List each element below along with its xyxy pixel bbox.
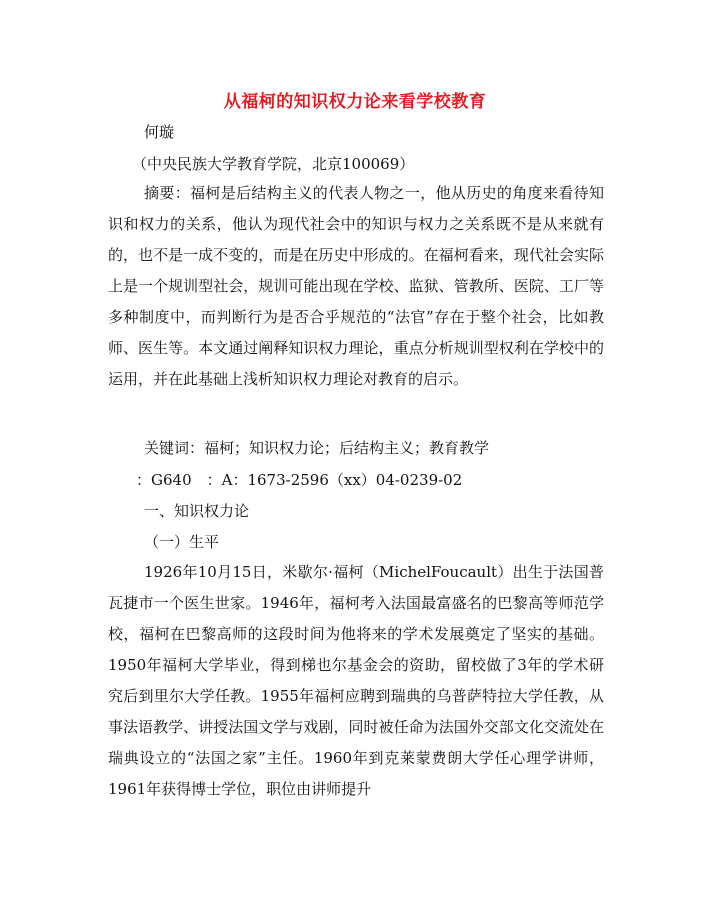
classification-line: ：G640 ：A：1673-2596（xx）04-0239-02 [136, 471, 463, 489]
author-name: 何璇 [144, 123, 175, 141]
body-paragraph: 1926年10月15日，米歇尔·福柯（MichelFoucault）出生于法国普瓦捷市一个医生世家。1946年，福柯考入法国最富盛名的巴黎高等师范学校，福柯在巴黎高师的这段时间为他将来的学术发展奠定了坚实的基础。1950年福柯大学毕业，得到梯也尔基金会的资助，留校做了3年的学术研究后到里尔大学任教。1955年福柯应聘到瑞典的乌普萨特拉大学任教，从事法语教学、讲授法国文学与戏剧，同时被任命为法国外交部文化交流处在瑞典设立的“法国之家”主任。1960年到克莱蒙费朗大学任心理学讲师，1961年获得博士学位，职位由讲师提升 [108, 563, 604, 798]
keywords-line: 关键词：福柯；知识权力论；后结构主义；教育教学 [144, 439, 490, 457]
section-heading: 一、知识权力论 [144, 502, 250, 520]
abstract-paragraph: 摘要：福柯是后结构主义的代表人物之一，他从历史的角度来看待知识和权力的关系，他认为现代社会中的知识与权力之关系既不是从来就有的，也不是一成不变的，而是在历史中形成的。在福柯看来，现代社会实际上是一个规训型社会，规训可能出现在学校、监狱、管教所、医院、工厂等多种制度中，而判断行为是否合乎规范的“法官”存在于整个社会，比如教师、医生等。本文通过阐释知识权力理论，重点分析规训型权利在学校中的运用，并在此基础上浅析知识权力理论对教育的启示。 [108, 184, 604, 388]
author-affiliation: （中央民族大学教育学院，北京100069） [132, 155, 415, 173]
document-title: 从福柯的知识权力论来看学校教育 [223, 92, 487, 112]
subsection-heading: （一）生平 [144, 533, 220, 551]
